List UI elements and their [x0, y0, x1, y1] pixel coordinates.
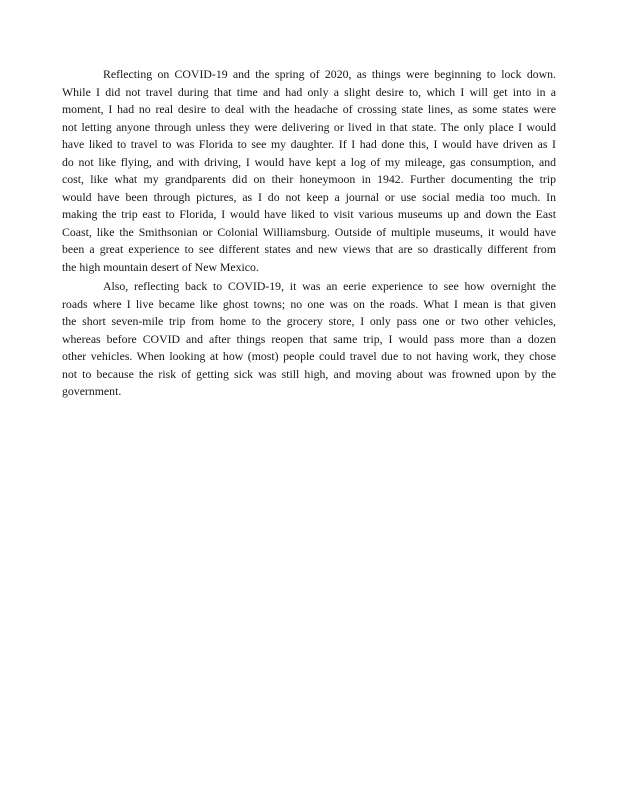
text-line: While I did not travel during that time and had only a slight desire to, which I will get into in a: [62, 84, 556, 99]
text-line: have liked to travel to was Florida to see my daughter. If I had done this, I would have driven as I: [62, 137, 556, 151]
text-line: been a great experience to see different states and new views that are so drastically different from: [62, 242, 556, 256]
text-line: Coast, like the Smithsonian or Colonial Williamsburg. Outside of multiple museums, it would have: [62, 224, 556, 239]
paragraph: [62, 278, 556, 401]
text-line: Also, reflecting back to COVID-19, it was an eerie experience to see how overnight the: [103, 279, 556, 293]
text-line: cost, like what my grandparents did on their honeymoon in 1942. Further documenting the trip: [62, 172, 556, 186]
text-line: moment, I had no real desire to deal with the headache of crossing state lines, as some states were: [62, 102, 556, 116]
text-line: Reflecting on COVID-19 and the spring of 2020, as things were beginning to lock down.: [103, 67, 556, 81]
paragraph: [62, 66, 556, 276]
text-line: would have been through pictures, as I do not keep a journal or use social media too much. In: [62, 189, 556, 204]
text-line: other vehicles. When looking at how (most) people could travel due to not having work, they chose: [62, 349, 556, 363]
text-line: the short seven-mile trip from home to the grocery store, I only pass one or two other vehicles,: [62, 314, 556, 328]
text-line: do not like flying, and with driving, I would have kept a log of my mileage, gas consumption, and: [62, 154, 556, 169]
text-line: making the trip east to Florida, I would have liked to visit various museums up and down the East: [62, 207, 556, 221]
text-line: not letting anyone through unless they were delivering or lived in that state. The only place I would: [62, 119, 556, 134]
text-line: not to because the risk of getting sick was still high, and moving about was frowned upon by the: [62, 366, 556, 381]
text-line: the high mountain desert of New Mexico.: [62, 259, 259, 274]
text-line: whereas before COVID and after things reopen that same trip, I would pass more than a dozen: [62, 331, 556, 346]
document-body: [62, 66, 556, 401]
text-line: government.: [62, 384, 122, 398]
text-line: roads where I live became like ghost towns; no one was on the roads. What I mean is that given: [62, 296, 556, 311]
